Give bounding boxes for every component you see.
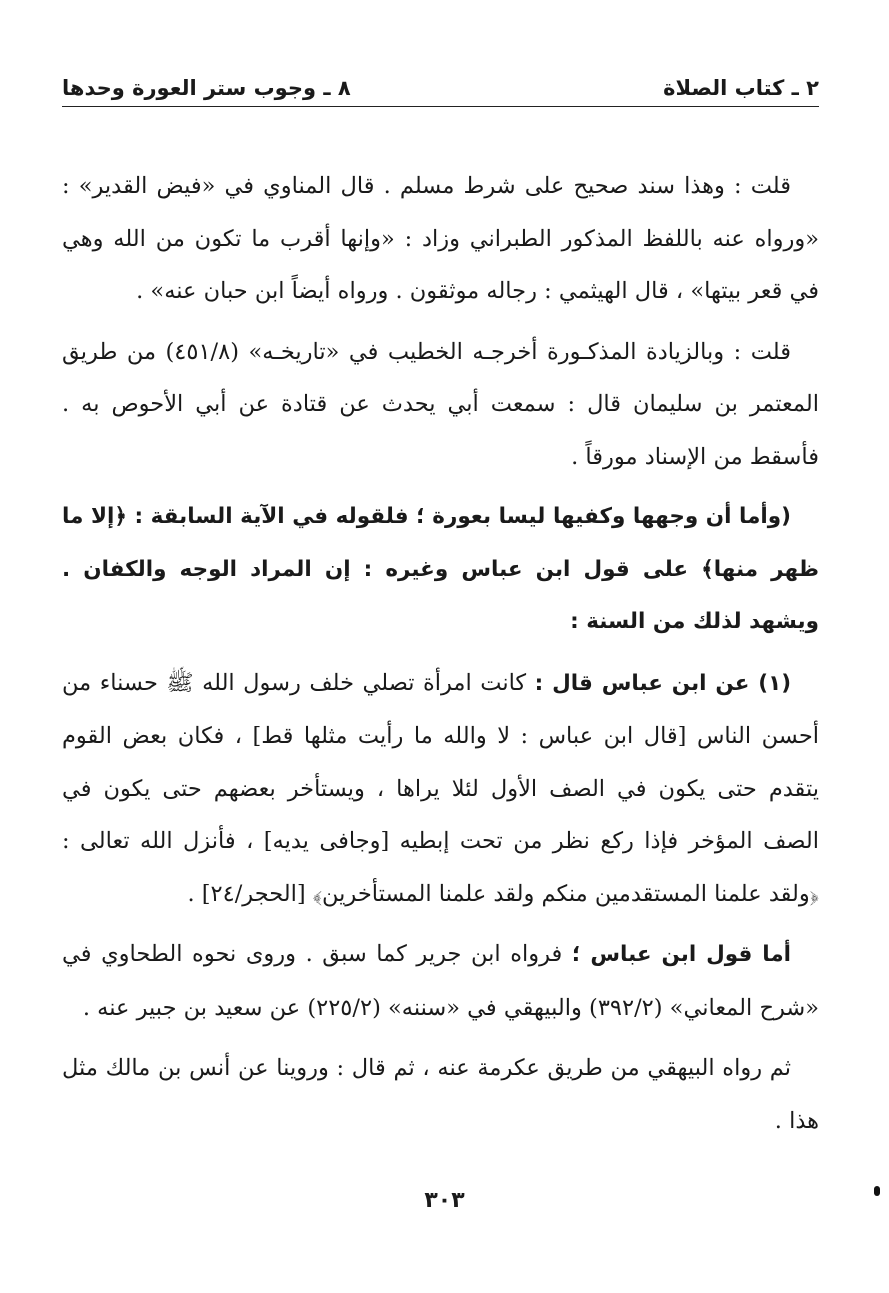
text-line: من أحسن الناس [قال ابن عباس : لا والله ما رأيت مثلها قط] ، فكان بعض	[62, 669, 820, 749]
text-line: القوم يتقدم حتى يكون في الصف الأول لئلا يراها ، ويستأخر بعضهم حتى	[62, 723, 819, 802]
text-line: به . فأسقط من الإسناد مورقاً .	[62, 391, 819, 470]
page-body	[62, 160, 819, 1147]
text-line: ظهر منها﴾ على قول ابن عباس وغيره : إن المراد الوجه والكفان . ويشهد	[62, 556, 819, 634]
header-chapter: ٢ ـ كتاب الصلاة	[663, 76, 819, 100]
text-line: طريق المعتمر بن سليمان قال : سمعت أبي يحدث عن قتادة عن أبي الأحوص	[62, 338, 820, 417]
margin-mark	[874, 1186, 880, 1196]
text-line: قلت : وهذا سند صحيح على شرط مسلم . قال المناوي في «فيض القدير» :	[62, 173, 791, 199]
paragraph-lead: أما قول ابن عباس ؛	[571, 942, 791, 967]
page-number: ٣٠٣	[424, 1188, 465, 1213]
paragraph-2	[62, 326, 819, 484]
text-line: ثم رواه البيهقي من طريق عكرمة عنه ، ثم قال : وروينا عن أنس بن مالك	[105, 1055, 792, 1081]
text-line: (وأما أن وجهها وكفيها ليسا بعورة ؛ فلقوله في الآية السابقة : ﴿إلا ما	[62, 504, 791, 529]
text-line: كانت امرأة تصلي خلف رسول الله ﷺ حسناء	[99, 669, 535, 696]
text-line: مثل هذا .	[62, 1055, 819, 1134]
text-line: قلت : وبالزيادة المذكـورة أخرجـه الخطيب في «تاريخـه» (٤٥١/٨) من	[126, 338, 791, 365]
text-line: تعالى : ﴿ولقد علمنا المستقدمين منكم ولقد علمنا المستأخرين﴾ [الحجر/٢٤] .	[62, 828, 819, 907]
text-line: عنه .	[82, 994, 130, 1021]
paragraph-1	[62, 160, 819, 318]
paragraph-4-hadith	[62, 657, 819, 921]
text-line: «ورواه عنه باللفظ المذكور الطبراني وزاد : «وإنها أقرب ما تكون من الله وهي	[62, 225, 819, 252]
hadith-lead: (١) عن ابن عباس قال :	[534, 670, 792, 696]
paragraph-5	[62, 928, 819, 1034]
text-line: يكون في الصف المؤخر فإذا ركع نظر من تحت إبطيه [وجافى يديه] ، فأنزل الله	[62, 775, 819, 854]
text-line: «شرح المعاني» (٣٩٢/٢) والبيهقي في «سننه» (٢٢٥/٢) عن سعيد بن جبير	[136, 994, 819, 1021]
text-line: لذلك من السنة :	[570, 609, 742, 634]
text-line: في قعر بيتها» ، قال الهيثمي : رجاله موثقون . ورواه أيضاً ابن حبان عنه» .	[136, 278, 819, 304]
header-section: ٨ ـ وجوب ستر العورة وحدها	[62, 76, 351, 100]
paragraph-3-author-text	[62, 491, 819, 649]
running-header	[62, 66, 819, 104]
paragraph-6	[62, 1042, 819, 1147]
header-divider	[62, 106, 819, 107]
text-line: فرواه ابن جرير كما سبق . وروى نحوه الطحاوي في	[62, 941, 572, 967]
